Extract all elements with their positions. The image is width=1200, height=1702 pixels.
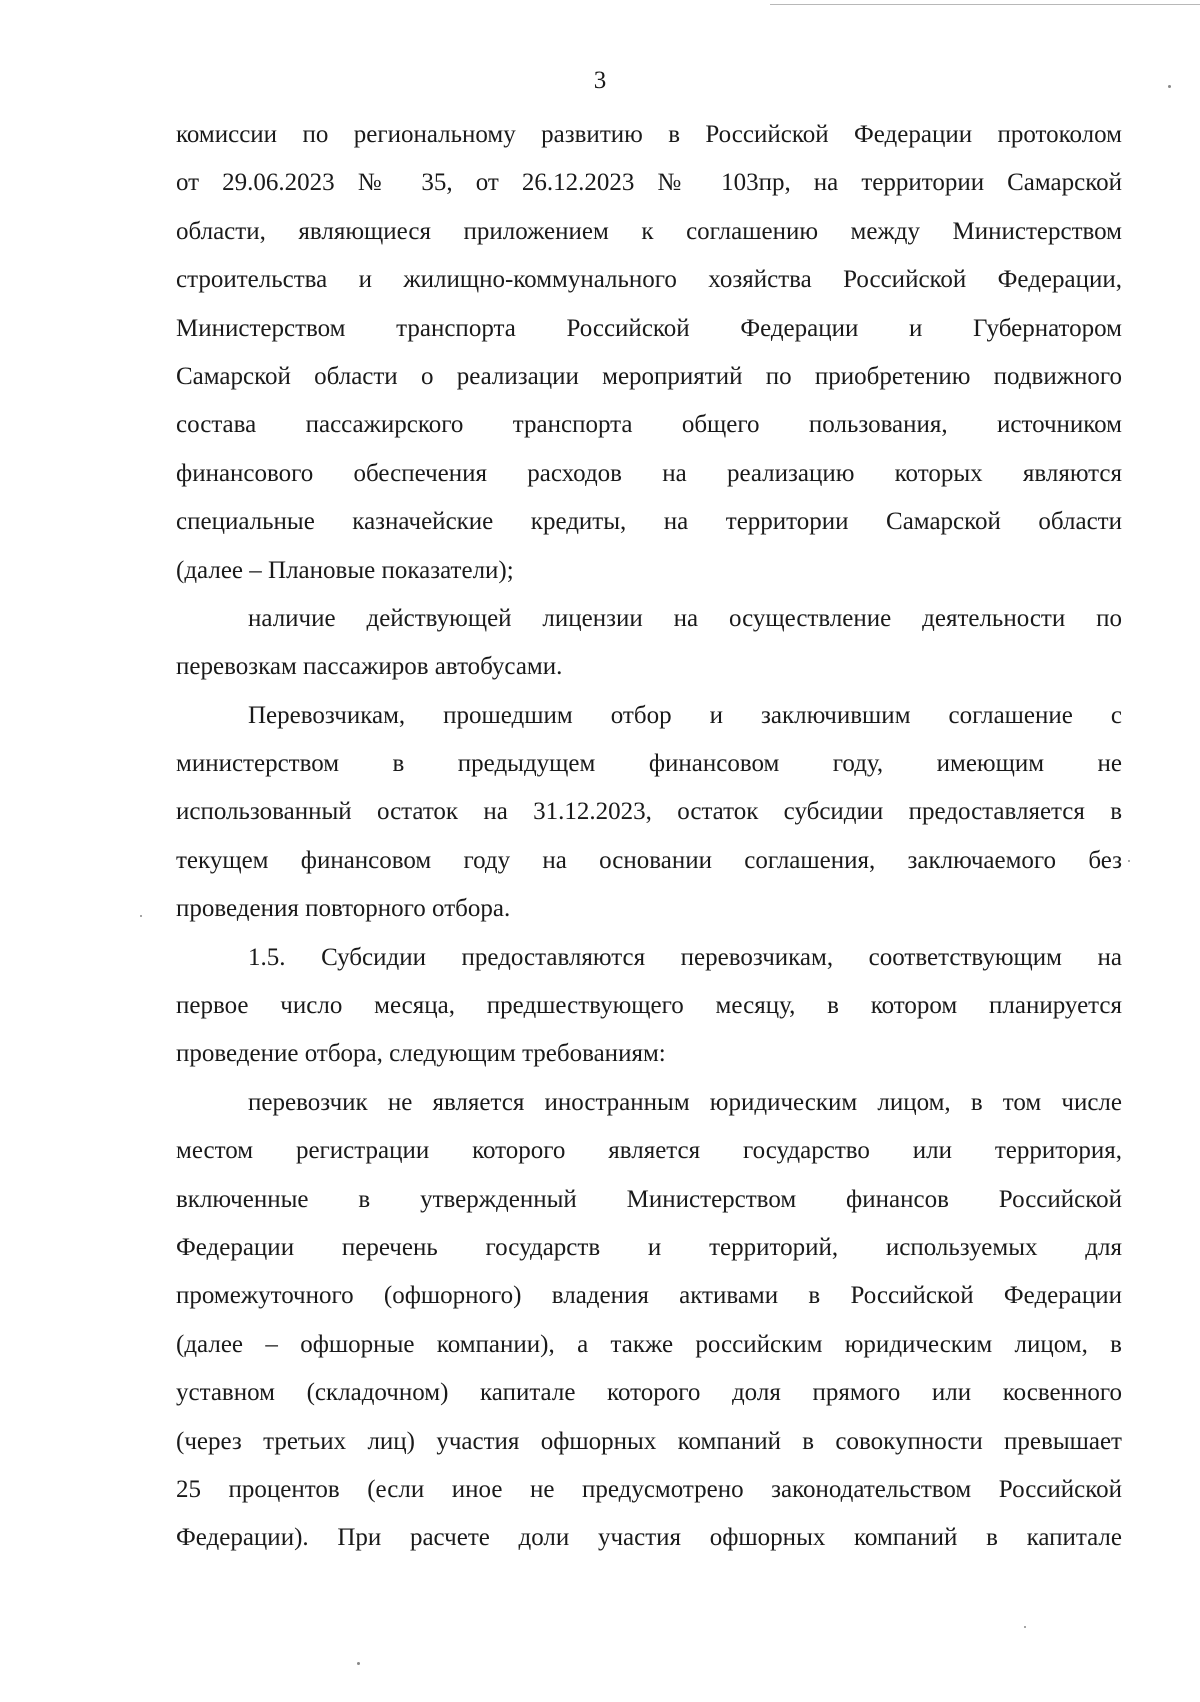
scan-speck bbox=[1128, 860, 1130, 862]
text-line: местом регистрации которого является государство или территория, bbox=[176, 1137, 1122, 1165]
text-line: текущем финансовом году на основании соглашения, заключаемого без bbox=[176, 846, 1122, 874]
document-body bbox=[176, 111, 1122, 1563]
text-line: Федерации перечень государств и территорий, используемых для bbox=[176, 1233, 1122, 1261]
text-line: от 29.06.2023 № 35, от 26.12.2023 № 103пр, на территории Самарской bbox=[176, 169, 1122, 197]
scan-speck bbox=[1024, 1626, 1026, 1628]
text-line: перевозкам пассажиров автобусами. bbox=[176, 653, 563, 681]
paragraph-carriers-remainder bbox=[176, 692, 1122, 934]
paragraph-planned-indicators bbox=[176, 111, 1122, 595]
text-line: промежуточного (офшорного) владения активами в Российской Федерации bbox=[176, 1282, 1122, 1310]
text-line: Перевозчикам, прошедшим отбор и заключившим соглашение с bbox=[248, 701, 1122, 729]
text-line: 25 процентов (если иное не предусмотрено законодательством Российской bbox=[176, 1475, 1122, 1503]
text-line: состава пассажирского транспорта общего пользования, источником bbox=[176, 411, 1122, 439]
text-line: (далее – Плановые показатели); bbox=[176, 556, 514, 584]
text-line: проведения повторного отбора. bbox=[176, 895, 511, 923]
text-line: министерством в предыдущем финансовом году, имеющим не bbox=[176, 750, 1122, 778]
scan-speck bbox=[1168, 85, 1171, 88]
text-line: строительства и жилищно-коммунального хозяйства Российской Федерации, bbox=[176, 266, 1122, 294]
paragraph-license-requirement bbox=[176, 595, 1122, 692]
text-line: Федерации). При расчете доли участия офшорных компаний в капитале bbox=[176, 1524, 1122, 1552]
text-line: перевозчик не является иностранным юридическим лицом, в том числе bbox=[248, 1088, 1122, 1116]
text-line: комиссии по региональному развитию в Российской Федерации протоколом bbox=[176, 121, 1122, 148]
text-line: финансового обеспечения расходов на реализацию которых являются bbox=[176, 459, 1122, 487]
text-line: (через третьих лиц) участия офшорных компаний в совокупности превышает bbox=[176, 1427, 1122, 1455]
page-number: 3 bbox=[593, 67, 607, 94]
text-line: включенные в утвержденный Министерством финансов Российской bbox=[176, 1185, 1122, 1213]
scan-speck bbox=[357, 1662, 360, 1665]
text-line: использованный остаток на 31.12.2023, остаток субсидии предоставляется в bbox=[176, 798, 1122, 826]
text-line: 1.5. Субсидии предоставляются перевозчикам, соответствующим на bbox=[248, 943, 1122, 971]
text-line: специальные казначейские кредиты, на территории Самарской области bbox=[176, 508, 1122, 536]
paragraph-section-1-5 bbox=[176, 934, 1122, 1079]
scan-edge-line bbox=[770, 4, 1200, 5]
text-line: наличие действующей лицензии на осуществление деятельности по bbox=[248, 604, 1122, 632]
text-line: (далее – офшорные компании), а также российским юридическим лицом, в bbox=[176, 1330, 1122, 1358]
paragraph-offshore-requirement bbox=[176, 1079, 1122, 1563]
text-line: области, являющиеся приложением к соглашению между Министерством bbox=[176, 217, 1122, 245]
text-line: проведение отбора, следующим требованиям: bbox=[176, 1040, 666, 1068]
text-line: Самарской области о реализации мероприятий по приобретению подвижного bbox=[176, 362, 1122, 390]
text-line: уставном (складочном) капитале которого доля прямого или косвенного bbox=[176, 1379, 1122, 1407]
text-line: первое число месяца, предшествующего месяцу, в котором планируется bbox=[176, 992, 1122, 1020]
text-line: Министерством транспорта Российской Федерации и Губернатором bbox=[176, 314, 1122, 342]
scan-speck bbox=[140, 915, 142, 917]
